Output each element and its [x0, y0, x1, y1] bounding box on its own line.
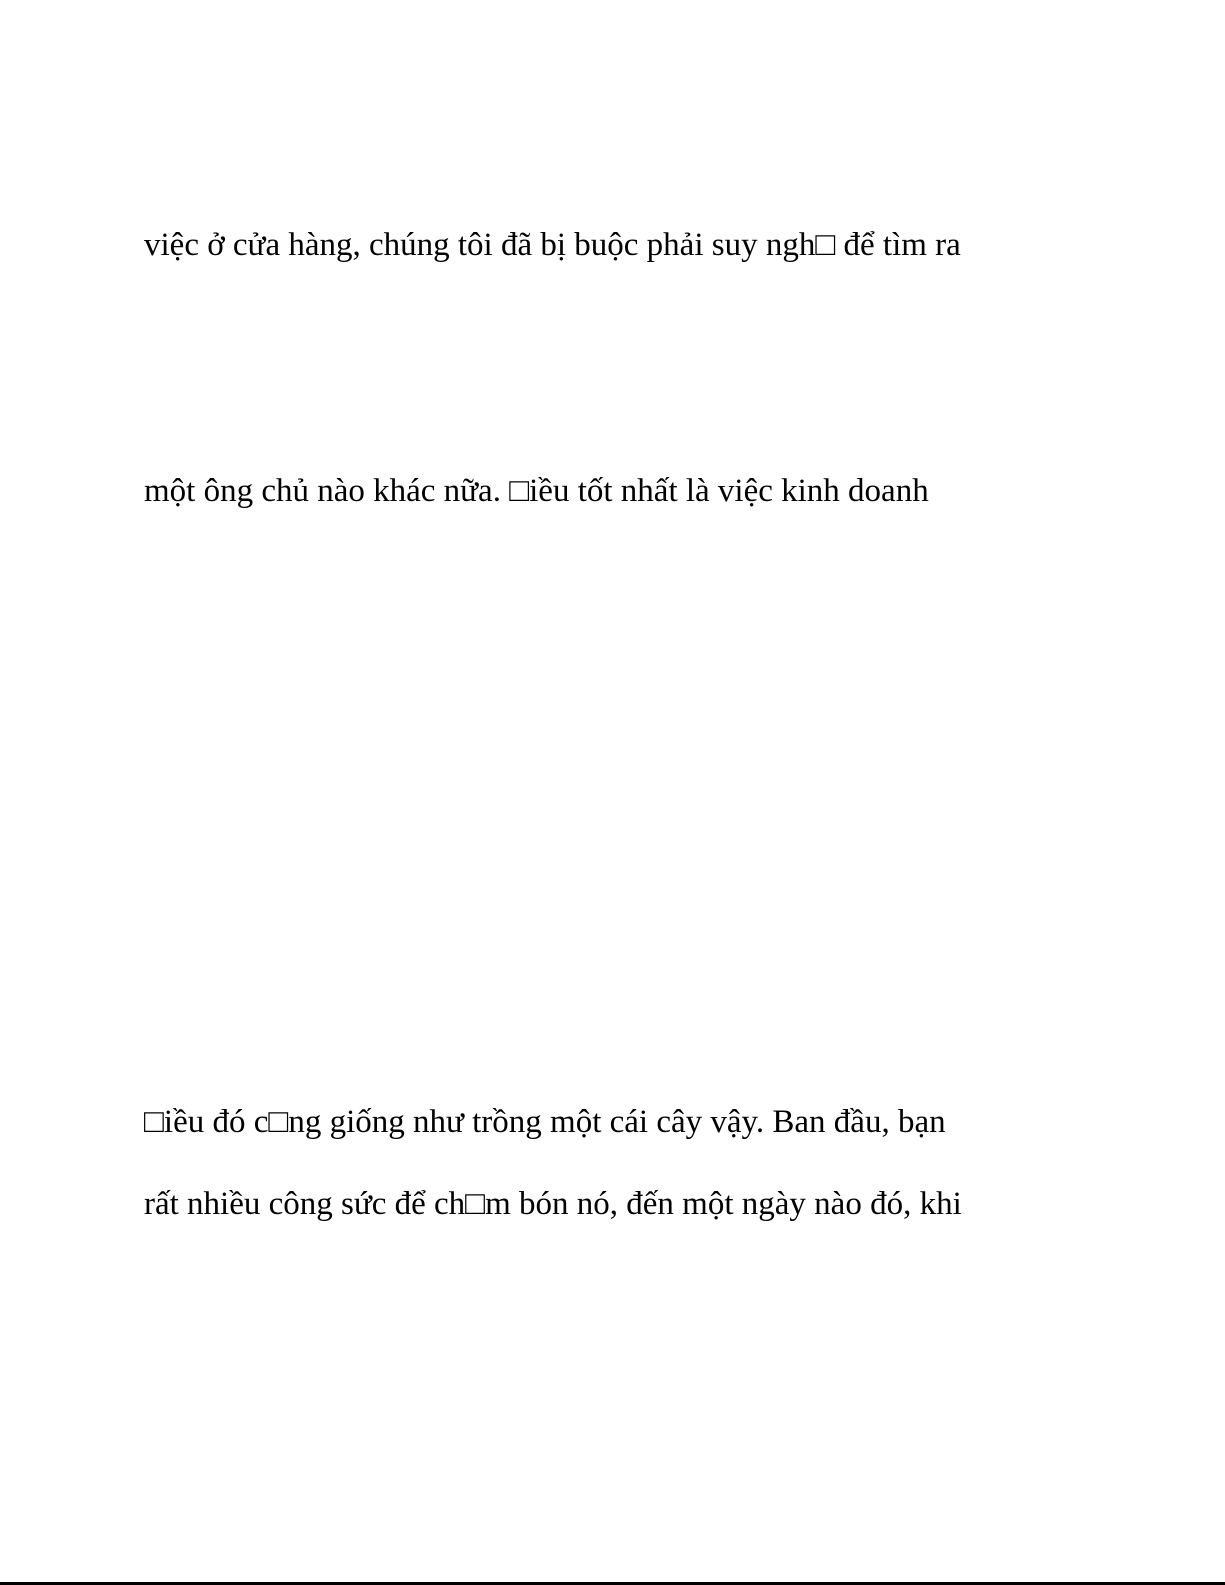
text-line: □iều đó c□ng giống như trồng một cái cây vậy. Ban đầu, bạn	[144, 1104, 946, 1140]
text-line: một ông chủ nào khác nữa. □iều tốt nhất là việc kinh doanh	[144, 473, 929, 509]
text-line: việc ở cửa hàng, chúng tôi đã bị buộc phải suy ngh□ để tìm ra	[144, 227, 961, 263]
text-line: rất nhiều công sức để ch□m bón nó, đến một ngày nào đó, khi	[144, 1186, 962, 1222]
